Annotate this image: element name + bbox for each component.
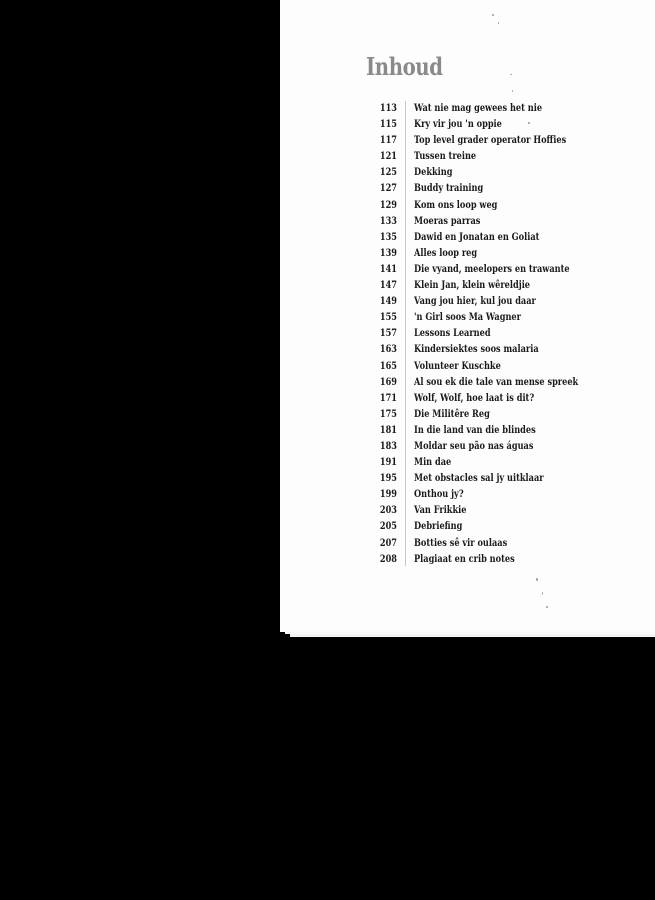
toc-chapter-title: Alles loop reg	[414, 246, 478, 259]
toc-entry	[370, 277, 655, 293]
book-page	[280, 0, 655, 632]
toc-chapter-title: Vang jou hier, kul jou daar	[414, 295, 536, 308]
toc-entry	[370, 358, 655, 374]
toc-entry	[370, 213, 655, 229]
toc-chapter-title: Kry vir jou 'n oppie	[414, 118, 502, 131]
toc-page-number: 129	[379, 198, 397, 211]
toc-page-number: 191	[379, 456, 397, 469]
toc-chapter-title: 'n Girl soos Ma Wagner	[414, 311, 521, 324]
toc-chapter-title: Kom ons loop weg	[414, 198, 498, 211]
toc-page-number: 195	[379, 472, 397, 485]
toc-page-number: 113	[379, 102, 397, 114]
toc-entry	[370, 454, 655, 470]
toc-page-number: 117	[379, 134, 397, 147]
toc-entry	[370, 518, 655, 534]
toc-chapter-title: Moldar seu pão nas águas	[414, 439, 534, 452]
toc-chapter-title: Kindersiektes soos malaria	[414, 343, 539, 356]
toc-page-number: 133	[379, 214, 397, 227]
toc-entry	[370, 197, 655, 213]
scan-speck	[546, 606, 548, 608]
toc-page-number: 171	[379, 391, 397, 404]
toc-page-number: 208	[379, 552, 397, 565]
scan-speck	[536, 578, 538, 581]
toc-chapter-title: Wolf, Wolf, hoe laat is dit?	[414, 391, 535, 404]
scan-speck	[510, 74, 512, 75]
toc-page-number: 181	[379, 423, 397, 436]
toc-page-number: 163	[379, 343, 397, 356]
page-title: Inhoud	[366, 52, 443, 81]
toc-chapter-title: Buddy training	[414, 182, 484, 195]
toc-page-number: 139	[379, 246, 397, 259]
toc-chapter-title: Botties sê vir oulaas	[414, 536, 508, 549]
toc-chapter-title: Wat nie mag gewees het nie	[414, 102, 543, 114]
toc-page-number: 149	[379, 295, 397, 308]
toc-chapter-title: Min dae	[414, 456, 452, 469]
toc-page-number: 155	[379, 311, 397, 324]
scan-speck	[512, 90, 513, 92]
toc-chapter-title: Al sou ek die tale van mense spreek	[414, 375, 579, 388]
toc-entry	[370, 132, 655, 148]
toc-chapter-title: Die vyand, meelopers en trawante	[414, 262, 570, 275]
toc-chapter-title: Dekking	[414, 166, 453, 179]
toc-entry	[370, 148, 655, 164]
toc-entry	[370, 229, 655, 245]
toc-entry	[370, 374, 655, 390]
toc-chapter-title: Klein Jan, klein wêreldjie	[414, 279, 531, 292]
toc-page-number: 157	[379, 327, 397, 340]
toc-page-number: 147	[379, 279, 397, 292]
scan-speck	[498, 22, 499, 24]
toc-chapter-title: Die Militêre Reg	[414, 407, 490, 420]
toc-chapter-title: In die land van die blindes	[414, 423, 536, 436]
toc-entry	[370, 341, 655, 357]
toc-page-number: 169	[379, 375, 397, 388]
toc-entry	[370, 486, 655, 502]
toc-page-number: 141	[379, 262, 397, 275]
toc-chapter-title: Debriefing	[414, 520, 463, 533]
toc-chapter-title: Lessons Learned	[414, 327, 491, 340]
toc-page-number: 203	[379, 504, 397, 517]
toc-entry	[370, 470, 655, 486]
toc-entry	[370, 438, 655, 454]
toc-entry	[370, 261, 655, 277]
toc-page-number: 125	[379, 166, 397, 179]
toc-page-number: 135	[379, 230, 397, 243]
table-of-contents	[370, 100, 655, 567]
toc-chapter-title: Van Frikkie	[414, 504, 467, 517]
toc-entry	[370, 116, 655, 132]
toc-entry	[370, 535, 655, 551]
toc-page-number: 115	[379, 118, 397, 131]
toc-chapter-title: Plagiaat en crib notes	[414, 552, 515, 565]
toc-entry	[370, 245, 655, 261]
toc-page-number: 165	[379, 359, 397, 372]
toc-entry	[370, 325, 655, 341]
toc-chapter-title: Tussen treine	[414, 150, 477, 163]
toc-chapter-title: Moeras parras	[414, 214, 481, 227]
toc-entry	[370, 164, 655, 180]
scan-speck	[492, 14, 494, 16]
toc-chapter-title: Onthou jy?	[414, 488, 464, 501]
toc-page-number: 207	[379, 536, 397, 549]
toc-entry	[370, 551, 655, 567]
toc-chapter-title: Met obstacles sal jy uitklaar	[414, 472, 544, 485]
toc-entry	[370, 390, 655, 406]
toc-entry	[370, 293, 655, 309]
toc-page-number: 175	[379, 407, 397, 420]
toc-chapter-title: Volunteer Kuschke	[414, 359, 501, 372]
toc-entry	[370, 100, 655, 116]
toc-entry	[370, 309, 655, 325]
toc-entry	[370, 180, 655, 196]
scan-speck	[542, 592, 543, 595]
scan-speck	[528, 122, 530, 124]
toc-page-number: 199	[379, 488, 397, 501]
toc-entry	[370, 406, 655, 422]
toc-chapter-title: Dawid en Jonatan en Goliat	[414, 230, 540, 243]
toc-entry	[370, 422, 655, 438]
toc-chapter-title: Top level grader operator Hoffies	[414, 134, 567, 147]
toc-entry	[370, 502, 655, 518]
toc-page-number: 183	[379, 439, 397, 452]
toc-page-number: 127	[379, 182, 397, 195]
toc-page-number: 121	[379, 150, 397, 163]
toc-page-number: 205	[379, 520, 397, 533]
